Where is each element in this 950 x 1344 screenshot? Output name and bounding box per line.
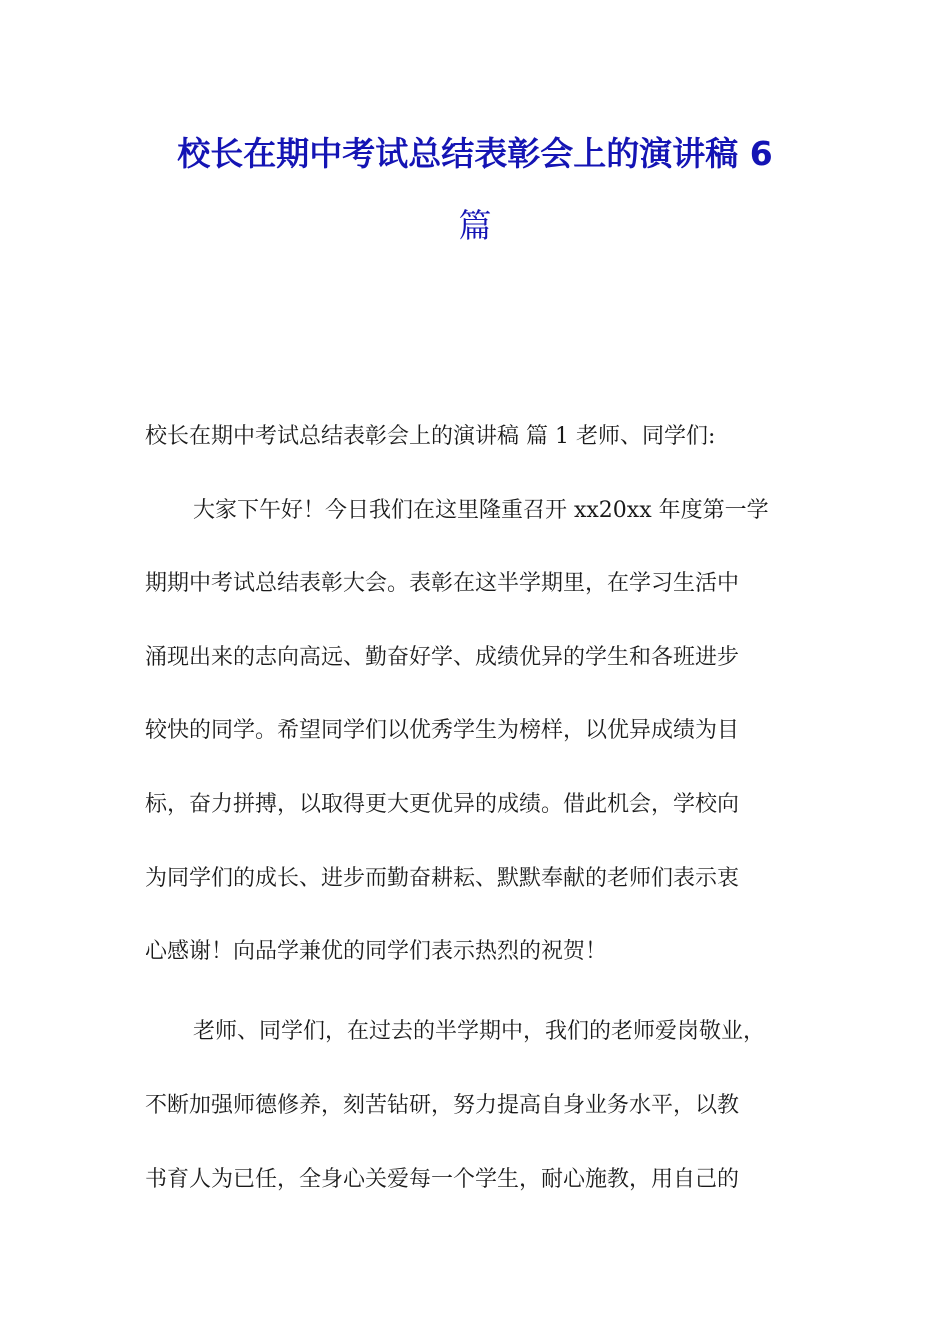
- body-line-9: 老师、同学们，在过去的半学期中，我们的老师爱岗敬业，: [193, 1019, 766, 1044]
- body-line-10: 不断加强师德修养，刻苦钻研，努力提高自身业务水平，以教: [145, 1093, 740, 1118]
- body-line-5: 较快的同学。希望同学们以优秀学生为榜样，以优异成绩为目: [145, 718, 740, 743]
- body-line-3: 期期中考试总结表彰大会。表彰在这半学期里，在学习生活中: [145, 571, 740, 596]
- body-line-7: 为同学们的成长、进步而勤奋耕耘、默默奉献的老师们表示衷: [145, 866, 740, 891]
- document-title-line-1: 校长在期中考试总结表彰会上的演讲稿 6: [177, 134, 773, 173]
- document-title-line-2: 篇: [458, 206, 492, 245]
- body-line-8: 心感谢！向品学兼优的同学们表示热烈的祝贺！: [145, 939, 608, 964]
- body-line-6: 标，奋力拼搏，以取得更大更优异的成绩。借此机会，学校向: [145, 792, 740, 817]
- body-line-11: 书育人为已任，全身心关爱每一个学生，耐心施教，用自己的: [145, 1167, 740, 1192]
- body-line-1: 校长在期中考试总结表彰会上的演讲稿 篇 1 老师、同学们:: [145, 424, 716, 449]
- body-line-2: 大家下午好！今日我们在这里隆重召开 xx20xx 年度第一学: [193, 498, 769, 523]
- body-line-4: 涌现出来的志向高远、勤奋好学、成绩优异的学生和各班进步: [145, 645, 740, 670]
